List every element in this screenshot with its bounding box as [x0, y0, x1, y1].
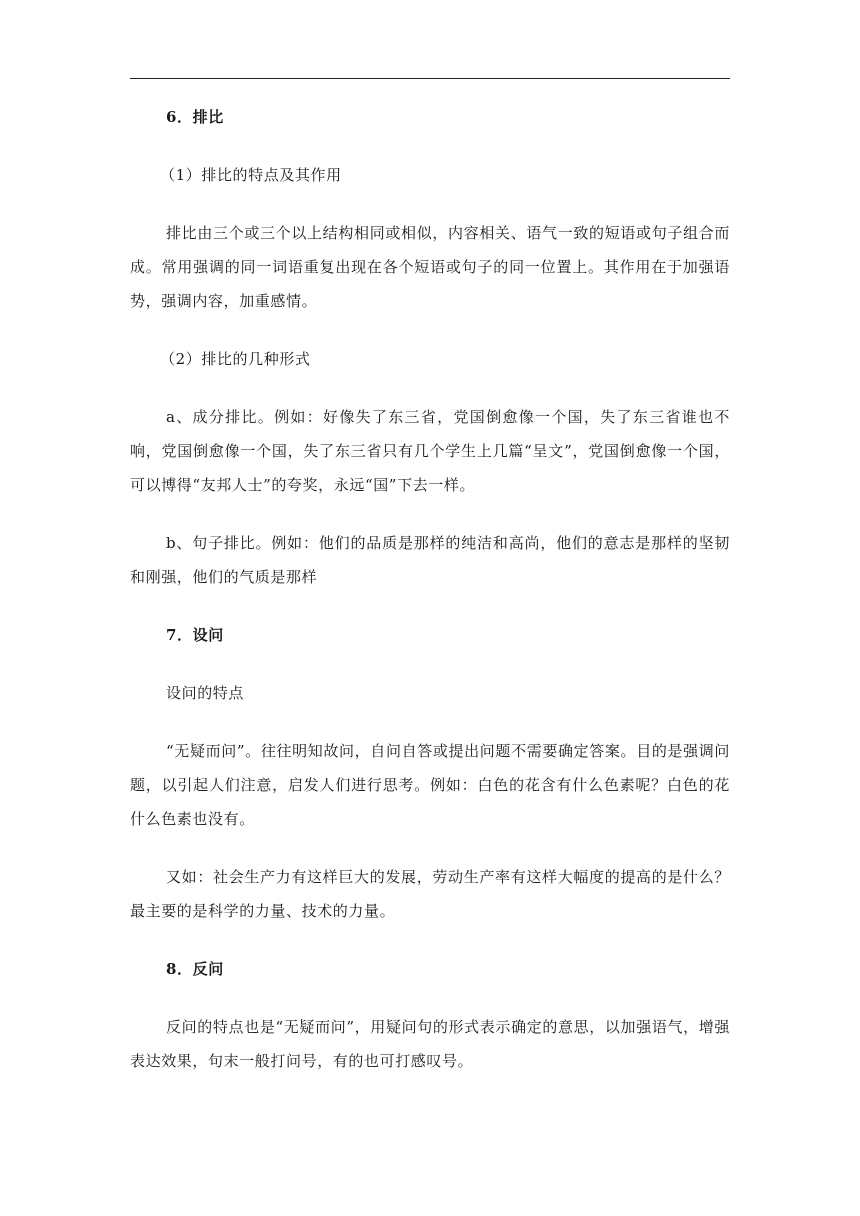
paragraph-rhetorical-question-definition: “无疑而问”。往往明知故问，自问自答或提出问题不需要确定答案。目的是强调问题，以引起人们注意，启发人们进行思考。例如：白色的花含有什么色素呢？白色的花什么色素也没有。 [130, 742, 730, 828]
subheading-parallelism-features: （1）排比的特点及其作用 [160, 166, 342, 184]
subheading-parallelism-forms: （2）排比的几种形式 [160, 350, 311, 368]
paragraph-rhetorical-question-example: 又如：社会生产力有这样巨大的发展，劳动生产率有这样大幅度的提高的是什么？最主要的是科学的力量、技术的力量。 [130, 868, 730, 920]
section-heading-rhetorical-question: 7．设问 [166, 626, 224, 644]
paragraph-parallelism-definition: 排比由三个或三个以上结构相同或相似，内容相关、语气一致的短语或句子组合而成。常用强调的同一词语重复出现在各个短语或句子的同一位置上。其作用在于加强语势，强调内容，加重感情。 [130, 224, 730, 310]
document-body [130, 100, 730, 1078]
paragraph-counter-question-definition: 反问的特点也是“无疑而问”，用疑问句的形式表示确定的意思，以加强语气，增强表达效果，句末一般打问号，有的也可打感叹号。 [130, 1018, 730, 1070]
paragraph-sentence-parallelism: b、句子排比。例如：他们的品质是那样的纯洁和高尚，他们的意志是那样的坚韧和刚强，他们的气质是那样 [130, 534, 730, 586]
paragraph-component-parallelism: a、成分排比。例如：好像失了东三省，党国倒愈像一个国，失了东三省谁也不响，党国倒愈像一个国，失了东三省只有几个学生上几篇“呈文”，党国倒愈像一个国，可以博得“友邦人士”的夸奖，永远“国”下去一样。 [130, 408, 730, 494]
header-rule [130, 78, 730, 79]
section-heading-counter-question: 8．反问 [166, 960, 224, 978]
section-heading-parallelism: 6．排比 [166, 108, 224, 126]
paragraph-rhetorical-question-title: 设问的特点 [166, 684, 245, 702]
